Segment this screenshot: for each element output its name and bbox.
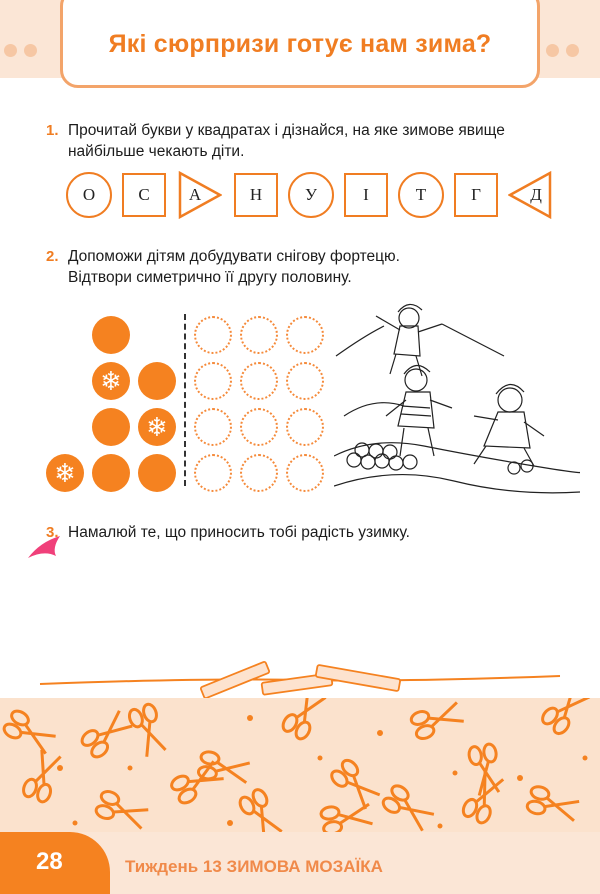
task-1-number: 1. (46, 122, 59, 139)
page-title: Які сюрпризи готує нам зима? (108, 30, 492, 58)
empty-circle[interactable] (240, 362, 278, 400)
decor-dot (24, 44, 37, 57)
empty-circle[interactable] (194, 454, 232, 492)
letter-square (454, 173, 498, 217)
scissors-pattern (0, 698, 600, 832)
letter: Д (530, 185, 542, 204)
task-3-text: Намалюй те, що приносить тобі радість узимку. (68, 524, 410, 541)
children-snow-fort-illustration (334, 296, 580, 500)
letter-square (234, 173, 278, 217)
letter: Г (471, 185, 481, 204)
letter: І (363, 185, 369, 204)
letter-square (122, 173, 166, 217)
snowball (92, 408, 130, 446)
decor-dot (4, 44, 17, 57)
task-1-text-line1: Прочитай букви у квадратах і дізнайся, на яке зимове явище (68, 122, 505, 139)
empty-circle[interactable] (286, 408, 324, 446)
snowflake-icon: ❄ (138, 408, 176, 446)
empty-circle[interactable] (194, 408, 232, 446)
empty-circle[interactable] (194, 362, 232, 400)
pencils-decoration (0, 650, 600, 702)
task-3-number: 3. (46, 524, 59, 541)
snowball (92, 316, 130, 354)
empty-circle[interactable] (286, 362, 324, 400)
letter-circle (288, 172, 334, 218)
letter: У (304, 185, 318, 204)
letter-triangle-left (508, 171, 552, 219)
snowball (138, 362, 176, 400)
empty-circle[interactable] (240, 454, 278, 492)
decor-dot (566, 44, 579, 57)
decor-dot (546, 44, 559, 57)
page-number: 28 (36, 848, 63, 875)
task-1-text-line2: найбільше чекають діти. (68, 143, 245, 160)
letter-circle (66, 172, 112, 218)
snowflake-icon: ❄ (92, 362, 130, 400)
snowflake-icon: ❄ (46, 454, 84, 492)
task-2-text-line1: Допоможи дітям добудувати снігову фортецю. (68, 248, 400, 265)
empty-circle[interactable] (240, 316, 278, 354)
letter-circle (398, 172, 444, 218)
letter-triangle-right (178, 171, 222, 219)
letter: А (188, 185, 202, 204)
empty-circle[interactable] (240, 408, 278, 446)
footer-week-label: Тиждень 13 ЗИМОВА МОЗАЇКА (125, 857, 383, 876)
empty-circle[interactable] (194, 316, 232, 354)
snowball (92, 454, 130, 492)
task-2-text-line2: Відтвори симетрично її другу половину. (68, 269, 352, 286)
snowball (138, 454, 176, 492)
letter: Т (415, 185, 427, 204)
letter: О (82, 185, 96, 204)
letter: Н (249, 185, 263, 204)
empty-circle[interactable] (286, 316, 324, 354)
letter: С (138, 185, 150, 204)
letter-square (344, 173, 388, 217)
task-2-number: 2. (46, 248, 59, 265)
symmetry-axis (184, 314, 186, 486)
empty-circle[interactable] (286, 454, 324, 492)
